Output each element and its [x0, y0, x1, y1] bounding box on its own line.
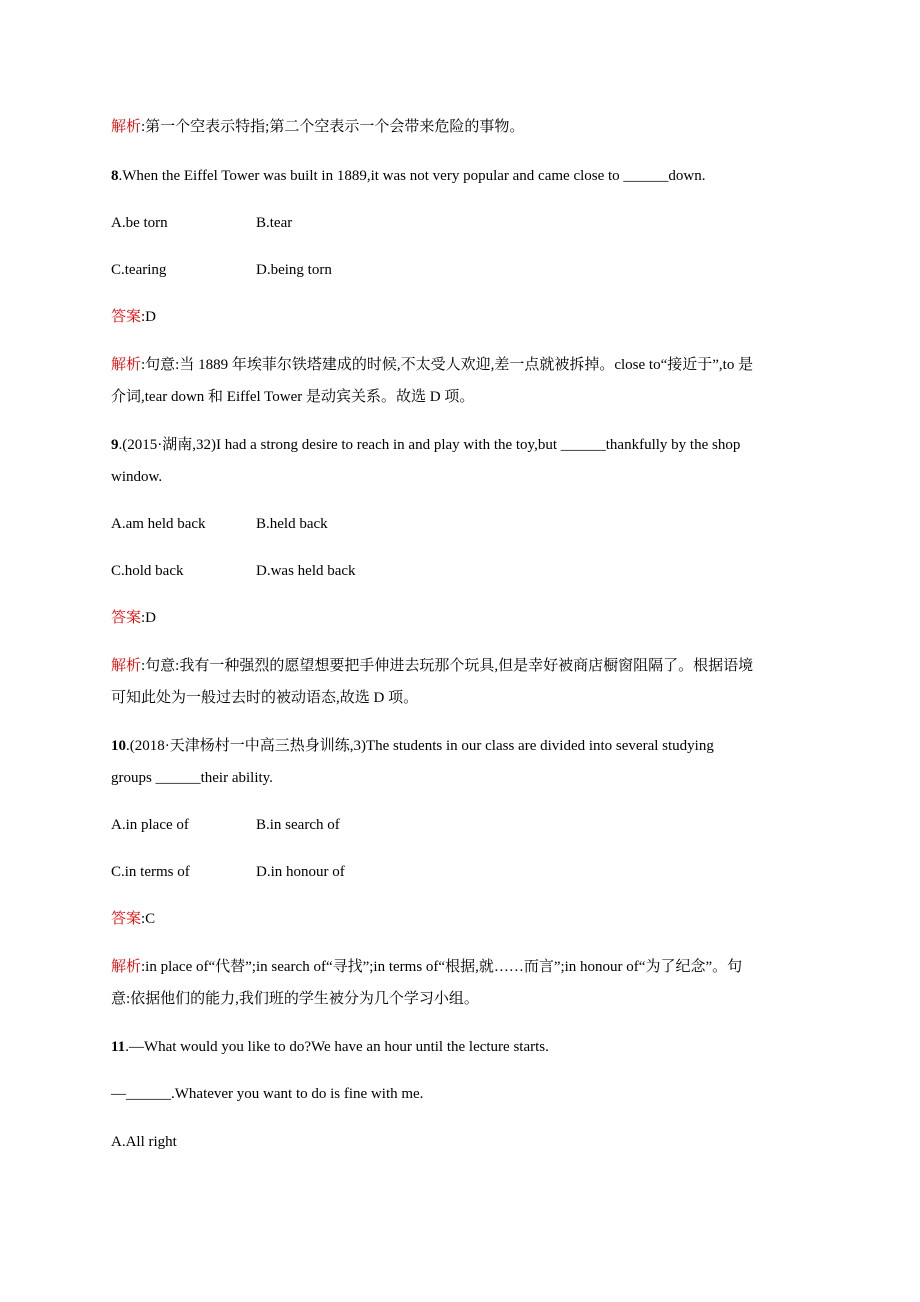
q10-option-b: B.in search of — [256, 817, 340, 833]
analysis-label: 解析 — [111, 658, 142, 674]
q10-stem-cont: groups ______their ability. — [111, 770, 273, 786]
q10-answer — [111, 909, 155, 929]
q10-option-a: A.in place of — [111, 817, 189, 833]
q10-analysis-cont: 意:依据他们的能力,我们班的学生被分为几个学习小组。 — [111, 991, 479, 1007]
question-text: .When the Eiffel Tower was built in 1889,it was not very popular and came close to ______down. — [118, 168, 706, 184]
q11-stem — [111, 1037, 549, 1057]
q8-stem — [111, 166, 706, 186]
q8-option-b: B.tear — [256, 215, 293, 231]
q8-option-a: A.be torn — [111, 215, 168, 231]
q8-answer — [111, 307, 156, 327]
q10-analysis — [111, 957, 742, 977]
q7-analysis — [111, 117, 524, 137]
analysis-label: 解析 — [111, 357, 142, 373]
q9-option-a: A.am held back — [111, 516, 206, 532]
q8-option-c: C.tearing — [111, 262, 167, 278]
answer-value: :C — [141, 911, 156, 927]
q8-analysis — [111, 355, 753, 375]
q9-option-c: C.hold back — [111, 563, 184, 579]
answer-label: 答案 — [111, 610, 142, 626]
analysis-text: :句意:当 1889 年埃菲尔铁塔建成的时候,不太受人欢迎,差一点就被拆掉。close to“接近于”,to 是 — [141, 357, 754, 373]
answer-label: 答案 — [111, 911, 142, 927]
answer-label: 答案 — [111, 309, 142, 325]
question-number: 9 — [111, 437, 119, 453]
answer-value: :D — [141, 309, 157, 325]
q10-stem — [111, 736, 714, 756]
q9-analysis-cont: 可知此处为一般过去时的被动语态,故选 D 项。 — [111, 690, 419, 706]
q10-option-c: C.in terms of — [111, 864, 190, 880]
q9-option-b: B.held back — [256, 516, 328, 532]
analysis-label: 解析 — [111, 959, 142, 975]
q9-stem — [111, 435, 740, 455]
q9-option-d: D.was held back — [256, 563, 356, 579]
q9-answer — [111, 608, 156, 628]
question-number: 10 — [111, 738, 126, 754]
q9-stem-cont: window. — [111, 469, 163, 485]
q9-analysis — [111, 656, 753, 676]
question-text: .(2015·湖南,32)I had a strong desire to reach in and play with the toy,but ______thankfully by the shop — [118, 437, 741, 453]
q8-analysis-cont: 介词,tear down 和 Eiffel Tower 是动宾关系。故选 D 项。 — [111, 389, 475, 405]
analysis-label: 解析 — [111, 119, 142, 135]
answer-value: :D — [141, 610, 157, 626]
q11-option-a: A.All right — [111, 1134, 177, 1150]
question-number: 8 — [111, 168, 119, 184]
q11-stem-cont: —______.Whatever you want to do is fine with me. — [111, 1086, 424, 1102]
question-text: .(2018·天津杨村一中高三热身训练,3)The students in our class are divided into several studying — [126, 738, 714, 754]
q8-option-d: D.being torn — [256, 262, 332, 278]
analysis-text: :第一个空表示特指;第二个空表示一个会带来危险的事物。 — [141, 119, 525, 135]
question-number: 11 — [111, 1039, 126, 1055]
analysis-text: :句意:我有一种强烈的愿望想要把手伸进去玩那个玩具,但是幸好被商店橱窗阻隔了。根据语境 — [141, 658, 754, 674]
analysis-text: :in place of“代替”;in search of“寻找”;in terms of“根据,就……而言”;in honour of“为了纪念”。句 — [141, 959, 743, 975]
q10-option-d: D.in honour of — [256, 864, 345, 880]
question-text: .—What would you like to do?We have an hour until the lecture starts. — [125, 1039, 549, 1055]
